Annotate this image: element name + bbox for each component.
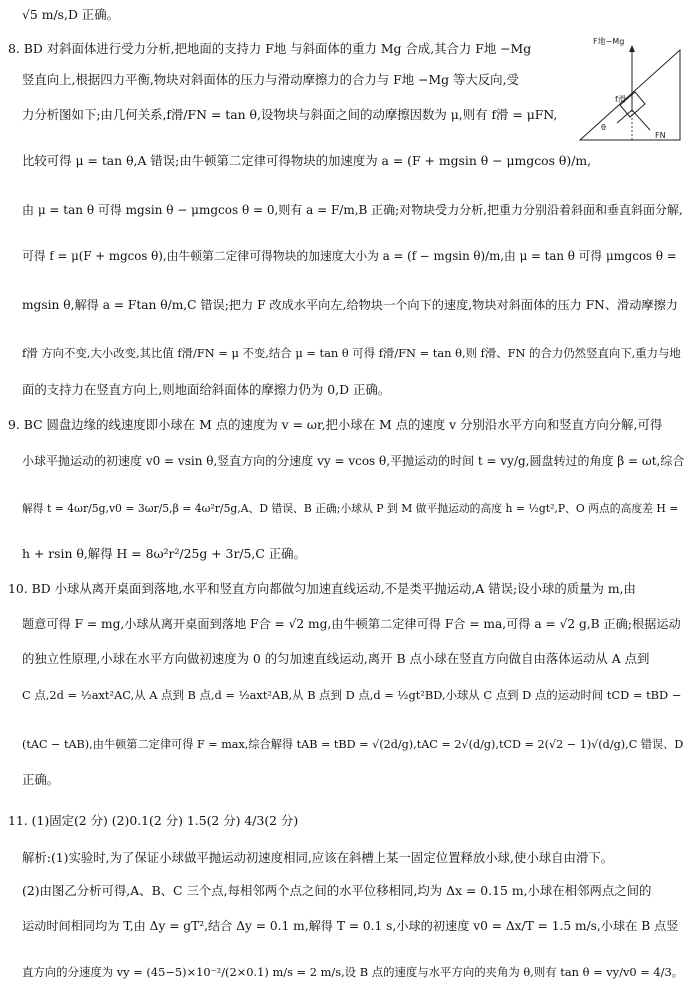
text-line: 题意可得 F = mg,小球从离开桌面到落地 F合 = √2 mg,由牛顿第二定律可得 F合 = ma,可得 a = √2 g,B 正确;根据运动	[22, 617, 681, 631]
text-line: 直方向的分速度为 vy = (45−5)×10⁻²/(2×0.1) m/s = 2 m/s,设 B 点的速度与水平方向的夹角为 θ,则有 tan θ = vy/v0 = 4/3。	[22, 965, 684, 979]
text-line: 11. (1)固定(2 分) (2)0.1(2 分) 1.5(2 分) 4/3(2 分)	[8, 813, 299, 828]
resultant-arrowhead	[629, 45, 635, 52]
text-line: 竖直向上,根据四力平衡,物块对斜面体的压力与滑动摩擦力的合力与 F地 −Mg 等大反向,受	[22, 72, 519, 87]
text-line: 8. BD 对斜面体进行受力分析,把地面的支持力 F地 与斜面体的重力 Mg 合成,其合力 F地 −Mg	[8, 41, 532, 56]
text-line: (tAC − tAB),由牛顿第二定律可得 F = max,综合解得 tAB = tBD = √(2d/g),tAC = 2√(d/g),tCD = 2(√2 − 1)√(d/g),C 错误、D	[22, 738, 684, 751]
text-line: 比较可得 μ = tan θ,A 错误;由牛顿第二定律可得物块的加速度为 a = (F + mgsin θ − μmgcos θ)/m,	[22, 153, 592, 168]
text-line: 力分析图如下;由几何关系,f滑/FN = tan θ,设物块与斜面之间的动摩擦因数为 μ,则有 f滑 = μFN,	[22, 107, 558, 122]
force-diagram	[575, 30, 685, 150]
label-top: F地−Mg	[593, 37, 625, 46]
text-line: h + rsin θ,解得 H = 8ω²r²/25g + 3r/5,C 正确。	[22, 546, 306, 561]
text-line: 由 μ = tan θ 可得 mgsin θ − μmgcos θ = 0,则有 a = F/m,B 正确;对物块受力分析,把重力分别沿着斜面和垂直斜面分解,	[22, 203, 683, 217]
text-line: 的独立性原理,小球在水平方向做初速度为 0 的匀加速直线运动,离开 B 点小球在竖直方向做自由落体运动从 A 点到	[22, 651, 650, 666]
text-line: 小球平抛运动的初速度 v0 = vsin θ,竖直方向的分速度 vy = vcos θ,平抛运动的时间 t = vy/g,圆盘转过的角度 β = ωt,综合	[22, 454, 685, 468]
text-line: 可得 f = μ(F + mgcos θ),由牛顿第二定律可得物块的加速度大小为 a = (f − mgsin θ)/m,由 μ = tan θ 可得 μmgcos θ =	[22, 249, 677, 263]
text-line: 面的支持力在竖直方向上,则地面给斜面体的摩擦力仍为 0,D 正确。	[22, 382, 391, 397]
text-line: 解析:(1)实验时,为了保证小球做平抛运动初速度相同,应该在斜槽上某一固定位置释放小球,使小球自由滑下。	[22, 850, 614, 865]
text-line: 正确。	[22, 772, 60, 787]
text-line: mgsin θ,解得 a = Ftan θ/m,C 错误;把力 F 改成水平向左,给物块一个向下的速度,物块对斜面体的压力 FN、滑动摩擦力	[22, 298, 678, 312]
text-line: C 点,2d = ½axt²AC,从 A 点到 B 点,d = ½axt²AB,从 B 点到 D 点,d = ½gt²BD,小球从 C 点到 D 点的运动时间 tCD = tBD −	[22, 688, 682, 702]
label-fn: FN	[655, 131, 666, 140]
text-line: 10. BD 小球从离开桌面到落地,水平和竖直方向都做匀加速直线运动,不是类平抛运动,A 错误;设小球的质量为 m,由	[8, 581, 636, 596]
label-theta: θ	[601, 123, 606, 132]
text-line: f滑 方向不变,大小改变,其比值 f滑/FN = μ 不变,结合 μ = tan θ 可得 f滑/FN = tan θ,则 f滑、FN 的合力仍然竖直向下,重力与地	[22, 346, 681, 360]
incline-shape	[580, 50, 680, 140]
text-line: 运动时间相同均为 T,由 Δy = gT²,结合 Δy = 0.1 m,解得 T = 0.1 s,小球的初速度 v0 = Δx/T = 1.5 m/s,小球在 B 点竖	[22, 919, 679, 933]
text-line: (2)由图乙分析可得,A、B、C 三个点,每相邻两个点之间的水平位移相同,均为 Δx = 0.15 m,小球在相邻两点之间的	[22, 883, 652, 898]
label-friction: f滑	[615, 95, 626, 104]
text-line: √5 m/s,D 正确。	[22, 7, 119, 22]
normal-arrow	[632, 110, 650, 130]
text-line: 9. BC 圆盘边缘的线速度即小球在 M 点的速度为 v = ωr,把小球在 M 点的速度 v 分别沿水平方向和竖直方向分解,可得	[8, 417, 663, 432]
text-line: 解得 t = 4ωr/5g,v0 = 3ωr/5,β = 4ω²r/5g,A、D 错误、B 正确;小球从 P 到 M 做平抛运动的高度 h = ½gt²,P、O 两点的高度差 H =	[22, 502, 679, 515]
